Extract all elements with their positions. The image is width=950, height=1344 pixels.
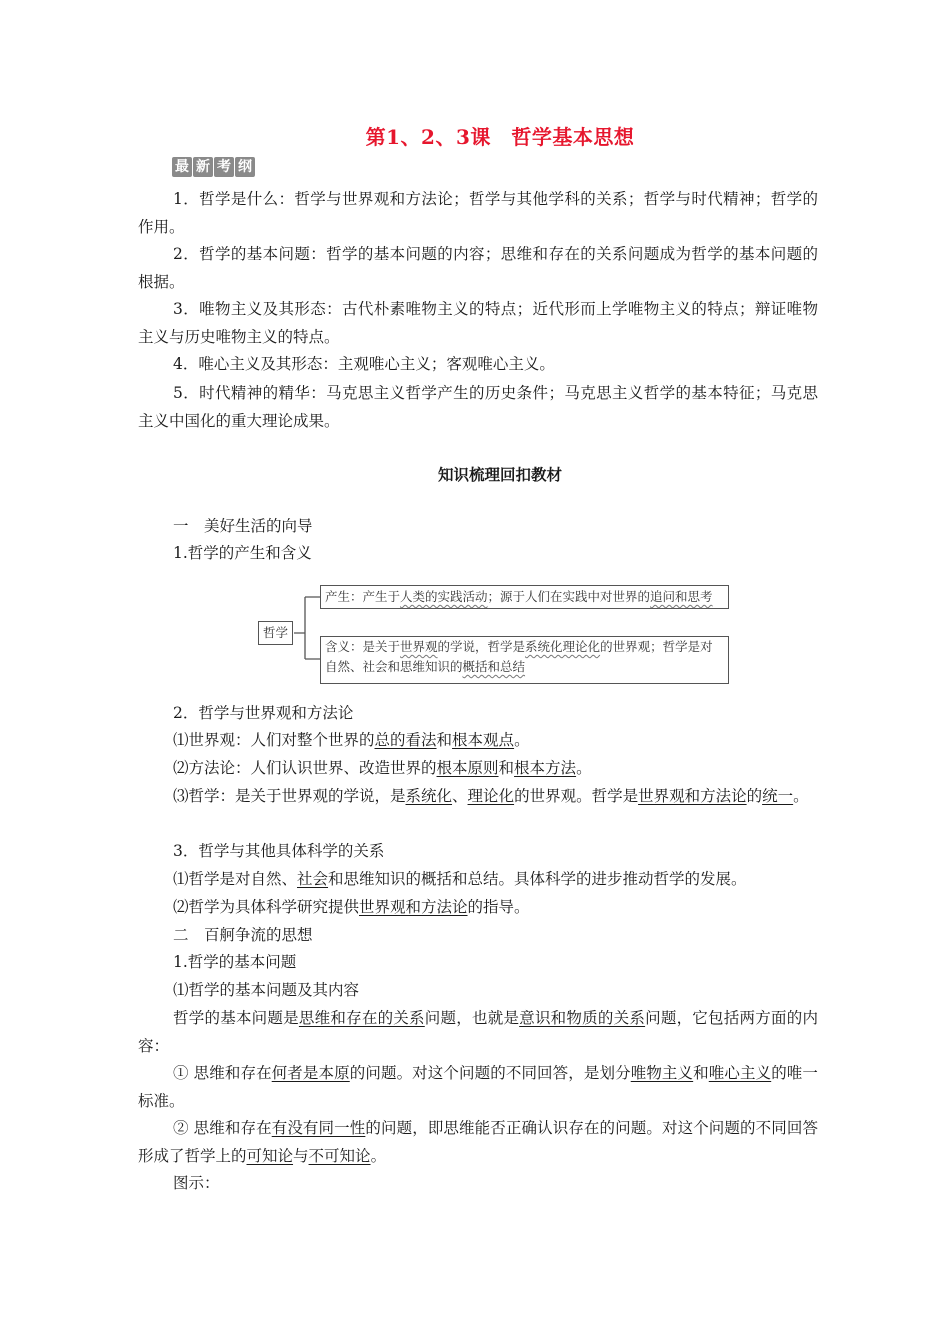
text: ⑵方法论：人们认识世界、改造世界的 bbox=[173, 759, 437, 777]
origin-highlight: 追问和思考 bbox=[650, 589, 713, 604]
text: 和 bbox=[498, 759, 515, 777]
s3-item-2 bbox=[173, 894, 853, 922]
methodology-line bbox=[173, 755, 853, 783]
text: 和 bbox=[693, 1064, 709, 1082]
key-term: 可知论 bbox=[246, 1146, 294, 1165]
meaning-line bbox=[325, 637, 728, 657]
philosophy-definition bbox=[138, 783, 818, 811]
text: 的唯一标准。 bbox=[138, 1064, 818, 1110]
diagram-origin-box bbox=[320, 585, 729, 609]
badge-char: 纲 bbox=[235, 157, 255, 177]
text: 和思维知识的概括和总结。具体科学的进步推动哲学的发展。 bbox=[328, 870, 747, 888]
key-term: 理论化 bbox=[467, 787, 515, 805]
key-term: 何者是本原 bbox=[271, 1064, 350, 1082]
key-term: 社会 bbox=[297, 870, 329, 888]
badge-char: 最 bbox=[172, 157, 192, 177]
text: 的问题。对这个问题的不同回答，是划分 bbox=[349, 1064, 631, 1082]
text: 问题，也就是 bbox=[424, 1009, 520, 1027]
key-term: 统一 bbox=[762, 787, 794, 805]
s3-heading: 3．哲学与其他具体科学的关系 bbox=[173, 842, 385, 860]
syllabus-item: 4．唯心主义及其形态：主观唯心主义；客观唯心主义。 bbox=[173, 355, 555, 373]
meaning-highlight: 世界观 bbox=[400, 639, 438, 654]
key-term: 根本方法 bbox=[514, 759, 577, 777]
text: ② 思维和存在 bbox=[173, 1119, 272, 1137]
text: 的问题，即思维能否正确认识存在的问题。对这个问题的不同回答形成了哲学上的 bbox=[138, 1119, 818, 1165]
text: 哲学的基本问题是 bbox=[173, 1009, 299, 1027]
badge-char: 新 bbox=[193, 157, 213, 177]
meaning-highlight: 概括和总结 bbox=[462, 659, 526, 674]
key-term: 根本原则 bbox=[436, 759, 499, 777]
text: 的世界观。哲学是 bbox=[514, 787, 639, 805]
basic-question-paragraph bbox=[138, 1005, 818, 1060]
text: 与 bbox=[293, 1146, 309, 1165]
diagram-root-box: 哲学 bbox=[258, 621, 293, 645]
section-title: 知识梳理回扣教材 bbox=[437, 465, 562, 484]
key-term: 世界观和方法论 bbox=[638, 787, 747, 805]
text: 和 bbox=[436, 731, 453, 749]
diagram-meaning-box bbox=[320, 636, 729, 684]
text: ⑶哲学：是关于世界观的学说，是 bbox=[173, 787, 406, 805]
p2-subheading: 1.哲学的基本问题 bbox=[173, 953, 297, 971]
text: ① 思维和存在 bbox=[173, 1064, 272, 1082]
key-term: 世界观和方法论 bbox=[359, 898, 468, 916]
syllabus-item: 3．唯物主义及其形态：古代朴素唯物主义的特点；近代形而上学唯物主义的特点；辩证唯物主义与历史唯物主义的特点。 bbox=[138, 300, 818, 346]
syllabus-item: 5．时代精神的精华：马克思主义哲学产生的历史条件；马克思主义哲学的基本特征；马克思主义中国化的重大理论成果。 bbox=[138, 384, 818, 430]
origin-text: ；源于人们在实践中对世界的 bbox=[487, 589, 651, 604]
key-term: 系统化 bbox=[405, 787, 453, 805]
key-term: 唯物主义 bbox=[630, 1064, 694, 1082]
origin-text: 产生：产生于 bbox=[325, 589, 401, 604]
s1-heading: 1.哲学的产生和含义 bbox=[173, 544, 312, 562]
origin-highlight: 人类的实践活动 bbox=[400, 589, 488, 604]
meaning-text: 自然、社会和思维知识的 bbox=[325, 659, 463, 674]
syllabus-badge bbox=[172, 157, 255, 177]
worldview-line bbox=[173, 727, 853, 755]
page-title: 第1、2、3课 哲学基本思想 bbox=[365, 125, 635, 149]
syllabus-item: 2．哲学的基本问题：哲学的基本问题的内容；思维和存在的关系问题成为哲学的基本问题的根据。 bbox=[138, 245, 818, 291]
diagram-label: 图示： bbox=[173, 1174, 220, 1192]
text: 。 bbox=[514, 731, 530, 749]
philosophy-concept-diagram bbox=[255, 578, 735, 690]
text: ⑵哲学为具体科学研究提供 bbox=[173, 898, 360, 916]
meaning-text: 含义：是关于 bbox=[325, 639, 401, 654]
part1-heading: 一 美好生活的向导 bbox=[173, 517, 313, 535]
meaning-text: 的世界观；哲学是对 bbox=[600, 639, 713, 654]
meaning-line bbox=[325, 657, 728, 677]
text: 。 bbox=[370, 1146, 387, 1165]
key-term: 总的看法 bbox=[374, 731, 437, 749]
meaning-highlight: 系统化理论化 bbox=[525, 639, 601, 654]
syllabus-item: 1．哲学是什么：哲学与世界观和方法论；哲学与其他学科的关系；哲学与时代精神；哲学的作用。 bbox=[138, 190, 818, 236]
text: 、 bbox=[452, 787, 468, 805]
s2-heading: 2．哲学与世界观和方法论 bbox=[173, 704, 354, 722]
text: 的 bbox=[746, 787, 763, 805]
p2-subheading: ⑴哲学的基本问题及其内容 bbox=[173, 981, 360, 999]
text: 。 bbox=[576, 759, 592, 777]
key-term: 根本观点 bbox=[452, 731, 515, 749]
part2-heading: 二 百舸争流的思想 bbox=[173, 926, 313, 944]
key-term: 有没有同一性 bbox=[271, 1119, 366, 1137]
key-term: 唯心主义 bbox=[708, 1064, 772, 1082]
basic-question-item-2 bbox=[138, 1115, 818, 1170]
key-term: 思维和存在的关系 bbox=[298, 1009, 425, 1027]
text: ⑴哲学是对自然、 bbox=[173, 870, 298, 888]
text: 。 bbox=[793, 787, 809, 805]
meaning-text: 的学说，哲学是 bbox=[437, 639, 526, 654]
s3-item-1 bbox=[173, 866, 853, 894]
basic-question-item-1 bbox=[138, 1060, 818, 1115]
text: 问题，它包括两方面的内容： bbox=[138, 1009, 818, 1055]
key-term: 不可知论 bbox=[308, 1146, 371, 1165]
badge-char: 考 bbox=[214, 157, 234, 177]
key-term: 意识和物质的关系 bbox=[519, 1009, 646, 1027]
text: 的指导。 bbox=[467, 898, 530, 916]
text: ⑴世界观：人们对整个世界的 bbox=[173, 731, 375, 749]
